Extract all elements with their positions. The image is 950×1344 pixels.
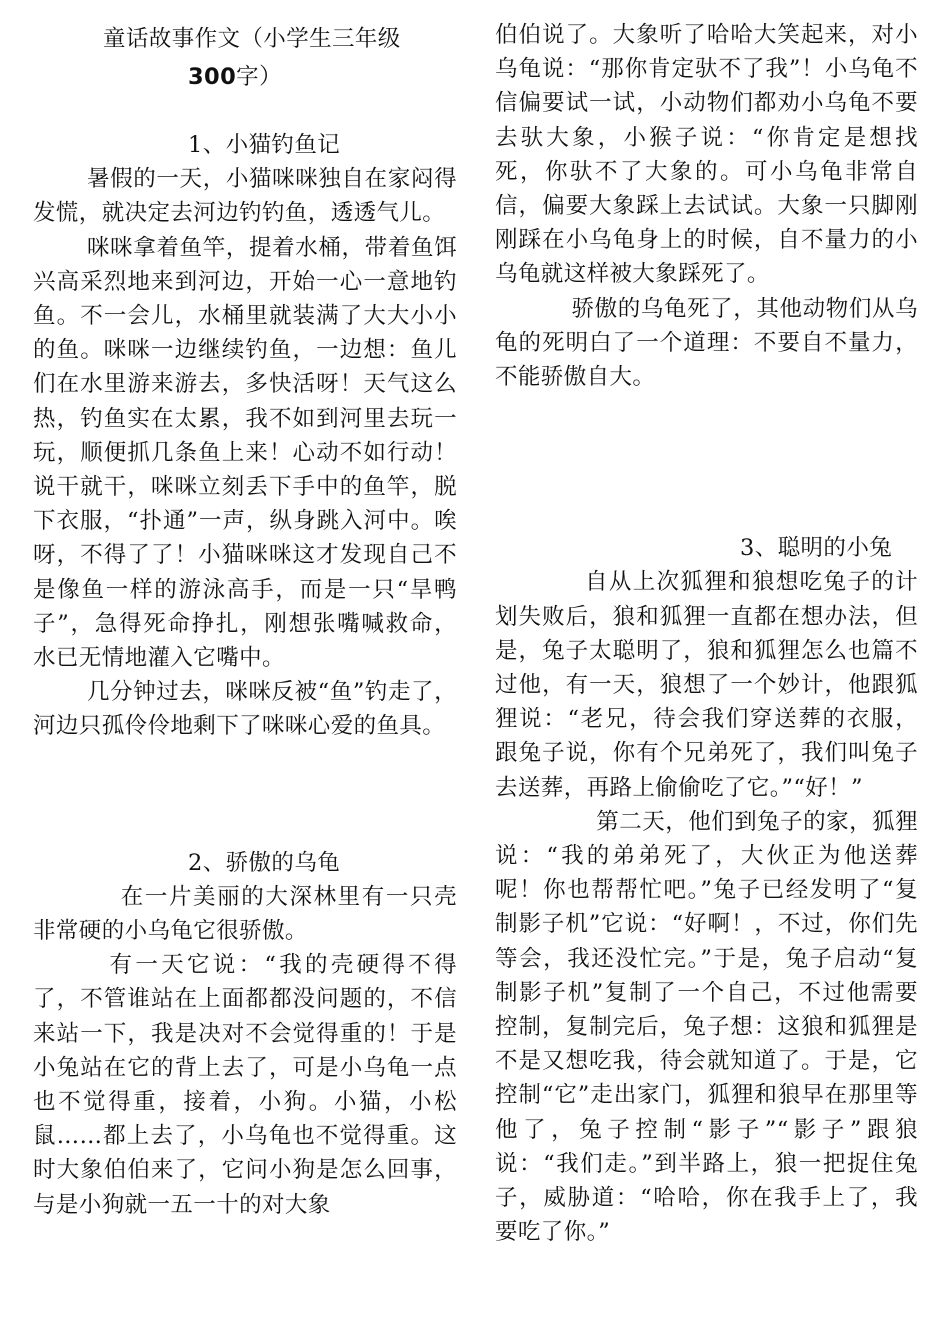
story-2-paragraph-1: 在一片美丽的大深林里有一只壳非常硬的小乌龟它很骄傲。 [33,883,457,945]
story-1-heading: 1、小猫钓鱼记 [188,132,341,158]
story-1-paragraph-3: 几分钟过去，咪咪反被“鱼”钓走了，河边只孤伶伶地剩下了咪咪心爱的鱼具。 [33,679,457,740]
right-column [495,18,918,1250]
left-column [33,18,457,1222]
title-number: 300 [188,64,237,90]
story-1-paragraph-2: 咪咪拿着鱼竿，提着水桶，带着鱼饵兴高采烈地来到河边，开始一心一意地钓鱼。不一会儿，水桶里就装满了大大小小的鱼。咪咪一边继续钓鱼，一边想：鱼儿们在水里游来游去，多快活呀！天气这么热，钓鱼实在太累，我不如到河里去玩一玩，顺便抓几条鱼上来！心动不如行动！说干就干，咪咪立刻丢下手中的鱼竿，脱下衣服，“扑通”一声，纵身跳入河中。唉呀，不得了了！小猫咪咪这才发现自己不是像鱼一样的游泳高手，而是一只“旱鸭子”，急得死命挣扎，刚想张嘴喊救命，水已无情地灌入它嘴中。 [33,234,457,672]
story-2-paragraph-3: 伯伯说了。大象听了哈哈大笑起来，对小乌龟说：“那你肯定驮不了我”！小乌龟不信偏要试一试，小动物们都劝小乌龟不要去驮大象，小猴子说：“你肯定是想找死，你驮不了大象的。可小乌龟非常自信，偏要大象踩上去试试。大象一只脚刚刚踩在小乌龟身上的时候，自不量力的小乌龟就这样被大象踩死了。 [495,22,918,288]
document-title [33,22,457,56]
title-suffix: 字） [236,64,282,90]
story-3-paragraph-2: 第二天，他们到兔子的家，狐狸说：“我的弟弟死了，大伙正为他送葬呢！你也帮帮忙吧。”兔子已经发明了“复制影子机”它说：“好啊！，不过，你们先等会，我还没忙完。”于是，兔子启动“复制影子机”复制了一个自己，不过他需要控制，复制完后，兔子想：这狼和狐狸是不是又想吃我，待会就知道了。于是，它控制“它”走出家门，狐狸和狼早在那里等他了，兔子控制“影子”“影子”跟狼说：“我们走。”到半路上，狼一把捉住兔子，威胁道：“哈哈，你在我手上了，我要吃了你。” [495,808,918,1246]
document-title-line-2 [33,60,457,94]
title-line-1: 童话故事作文（小学生三年级 [103,26,401,52]
story-3-paragraph-1: 自从上次狐狸和狼想吃兔子的计划失败后，狼和狐狸一直都在想办法，但是，兔子太聪明了，狼和狐狸怎么也篇不过他，有一天，狼想了一个妙计，他跟狐狸说：“老兄，待会我们穿送葬的衣服，跟兔子说，你有个兄弟死了，我们叫兔子去送葬，再路上偷偷吃了它。”“好！” [495,569,918,801]
story-2-heading: 2、骄傲的乌龟 [188,849,341,876]
story-2-paragraph-2: 有一天它说：“我的壳硬得不得了，不管谁站在上面都都没问题的，不信来站一下，我是决对不会觉得重的！于是小兔站在它的背上去了，可是小乌龟一点也不觉得重，接着，小狗。小猫，小松鼠……都上去了，小乌龟也不觉得重。这时大象伯伯来了，它问小狗是怎么回事，与是小狗就一五一十的对大象 [33,952,457,1218]
story-3-heading: 3、聪明的小兔 [740,535,893,562]
story-2-paragraph-4: 骄傲的乌龟死了，其他动物们从乌龟的死明白了一个道理：不要自不量力，不能骄傲自大。 [495,295,918,391]
story-1-paragraph-1: 暑假的一天，小猫咪咪独自在家闷得发慌，就决定去河边钓钓鱼，透透气儿。 [33,166,457,227]
